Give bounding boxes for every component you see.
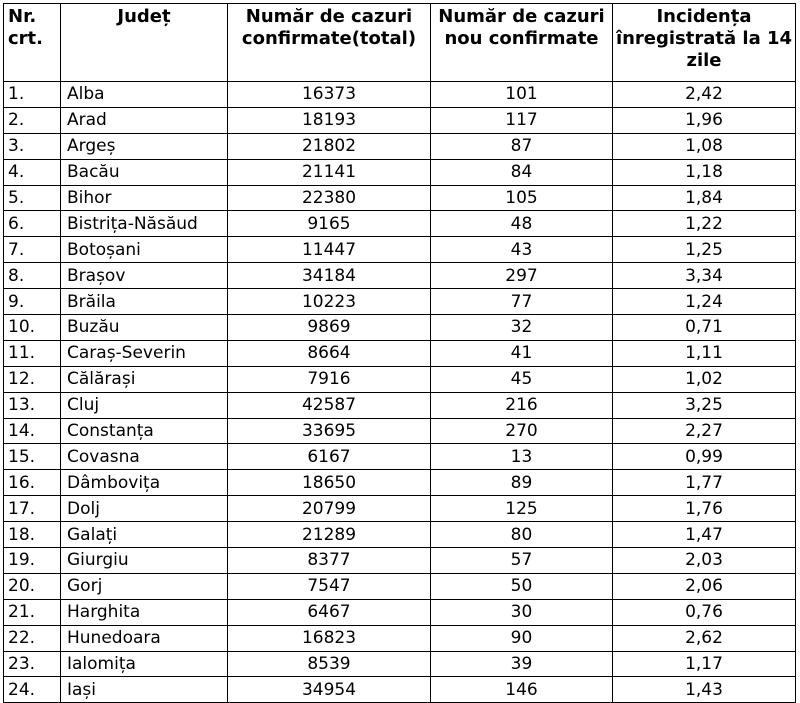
cell-total: 11447 [228,237,431,263]
cell-judet: Botoșani [61,237,228,263]
table-row [4,289,796,315]
table-row [4,340,796,366]
table-row [4,133,796,159]
cell-incidence: 1,11 [613,340,796,366]
table-row [4,522,796,548]
cell-judet: Bistrița-Năsăud [61,211,228,237]
cell-judet: Arad [61,107,228,133]
cell-new: 297 [431,263,613,289]
table-row [4,444,796,470]
cell-judet: Harghita [61,599,228,625]
header-incidence: Incidența înregistrată la 14 zile [613,4,796,82]
cell-judet: Ialomița [61,651,228,677]
cell-total: 9869 [228,315,431,341]
cell-judet: Buzău [61,315,228,341]
cell-nr: 6. [4,211,61,237]
cell-total: 22380 [228,185,431,211]
cell-judet: Cluj [61,392,228,418]
table-body [4,82,796,703]
cell-nr: 5. [4,185,61,211]
cell-new: 57 [431,548,613,574]
cell-total: 16823 [228,625,431,651]
cell-judet: Hunedoara [61,625,228,651]
cell-judet: Dâmbovița [61,470,228,496]
cell-incidence: 1,24 [613,289,796,315]
cell-incidence: 1,18 [613,159,796,185]
cell-incidence: 2,42 [613,82,796,108]
header-nr-crt: Nr. crt. [4,4,61,82]
cell-judet: Bacău [61,159,228,185]
cell-incidence: 3,25 [613,392,796,418]
cell-nr: 16. [4,470,61,496]
cell-new: 77 [431,289,613,315]
table-row [4,548,796,574]
cell-judet: Brăila [61,289,228,315]
cell-incidence: 1,08 [613,133,796,159]
cell-total: 21802 [228,133,431,159]
cell-total: 8377 [228,548,431,574]
cell-new: 125 [431,496,613,522]
cell-nr: 13. [4,392,61,418]
cell-new: 41 [431,340,613,366]
cell-new: 50 [431,573,613,599]
cell-total: 8539 [228,651,431,677]
cell-incidence: 1,43 [613,677,796,703]
cell-total: 21141 [228,159,431,185]
cell-nr: 7. [4,237,61,263]
cell-nr: 15. [4,444,61,470]
cell-new: 87 [431,133,613,159]
cell-incidence: 1,84 [613,185,796,211]
table-row [4,651,796,677]
cell-total: 34184 [228,263,431,289]
cell-total: 18193 [228,107,431,133]
cell-nr: 9. [4,289,61,315]
table-row [4,263,796,289]
cell-nr: 11. [4,340,61,366]
cell-new: 89 [431,470,613,496]
cell-total: 6467 [228,599,431,625]
cell-new: 48 [431,211,613,237]
header-new-cases: Număr de cazuri nou confirmate [431,4,613,82]
cell-judet: Giurgiu [61,548,228,574]
table-row [4,366,796,392]
cell-judet: Dolj [61,496,228,522]
cell-nr: 24. [4,677,61,703]
cell-incidence: 0,99 [613,444,796,470]
table-row [4,185,796,211]
county-cases-table [3,3,796,703]
cell-new: 105 [431,185,613,211]
cell-judet: Gorj [61,573,228,599]
table-row [4,470,796,496]
cell-total: 33695 [228,418,431,444]
cell-nr: 3. [4,133,61,159]
cell-incidence: 1,47 [613,522,796,548]
cell-incidence: 0,71 [613,315,796,341]
cell-new: 80 [431,522,613,548]
cell-new: 32 [431,315,613,341]
table-row [4,315,796,341]
table-row [4,573,796,599]
cell-nr: 22. [4,625,61,651]
cell-incidence: 2,62 [613,625,796,651]
cell-total: 18650 [228,470,431,496]
cell-incidence: 1,77 [613,470,796,496]
table-row [4,677,796,703]
cell-total: 34954 [228,677,431,703]
cell-nr: 10. [4,315,61,341]
cell-judet: Iași [61,677,228,703]
cell-judet: Alba [61,82,228,108]
cell-judet: Călărași [61,366,228,392]
cell-nr: 23. [4,651,61,677]
cell-nr: 20. [4,573,61,599]
table-row [4,159,796,185]
cell-judet: Galați [61,522,228,548]
cell-total: 7547 [228,573,431,599]
cell-new: 117 [431,107,613,133]
cell-total: 8664 [228,340,431,366]
cell-incidence: 1,02 [613,366,796,392]
table-row [4,82,796,108]
cell-nr: 4. [4,159,61,185]
cell-incidence: 3,34 [613,263,796,289]
table-header-row [4,4,796,82]
cell-nr: 1. [4,82,61,108]
cell-new: 216 [431,392,613,418]
header-total-cases: Număr de cazuri confirmate(total) [228,4,431,82]
cell-total: 42587 [228,392,431,418]
cell-new: 30 [431,599,613,625]
header-judet: Județ [61,4,228,82]
cell-incidence: 1,76 [613,496,796,522]
cell-total: 16373 [228,82,431,108]
cell-nr: 18. [4,522,61,548]
cell-new: 43 [431,237,613,263]
cell-nr: 8. [4,263,61,289]
table-row [4,625,796,651]
cell-incidence: 2,27 [613,418,796,444]
cell-total: 21289 [228,522,431,548]
cell-incidence: 1,25 [613,237,796,263]
table-row [4,237,796,263]
cell-incidence: 2,03 [613,548,796,574]
cell-total: 6167 [228,444,431,470]
table-row [4,418,796,444]
cell-new: 90 [431,625,613,651]
table-row [4,107,796,133]
table-row [4,496,796,522]
cell-judet: Caraș-Severin [61,340,228,366]
cell-nr: 19. [4,548,61,574]
cell-new: 84 [431,159,613,185]
cell-total: 9165 [228,211,431,237]
cell-incidence: 2,06 [613,573,796,599]
cell-nr: 12. [4,366,61,392]
cell-judet: Constanța [61,418,228,444]
cell-new: 13 [431,444,613,470]
cell-total: 7916 [228,366,431,392]
table-row [4,211,796,237]
cell-incidence: 1,22 [613,211,796,237]
cell-incidence: 1,96 [613,107,796,133]
cell-judet: Covasna [61,444,228,470]
cell-new: 45 [431,366,613,392]
cell-judet: Bihor [61,185,228,211]
cell-judet: Brașov [61,263,228,289]
cell-incidence: 1,17 [613,651,796,677]
cell-total: 20799 [228,496,431,522]
table-row [4,599,796,625]
cell-nr: 2. [4,107,61,133]
cell-nr: 17. [4,496,61,522]
cell-total: 10223 [228,289,431,315]
cell-incidence: 0,76 [613,599,796,625]
cell-new: 146 [431,677,613,703]
cell-new: 270 [431,418,613,444]
cell-nr: 14. [4,418,61,444]
cell-nr: 21. [4,599,61,625]
cell-judet: Argeș [61,133,228,159]
cell-new: 101 [431,82,613,108]
cell-new: 39 [431,651,613,677]
table-row [4,392,796,418]
